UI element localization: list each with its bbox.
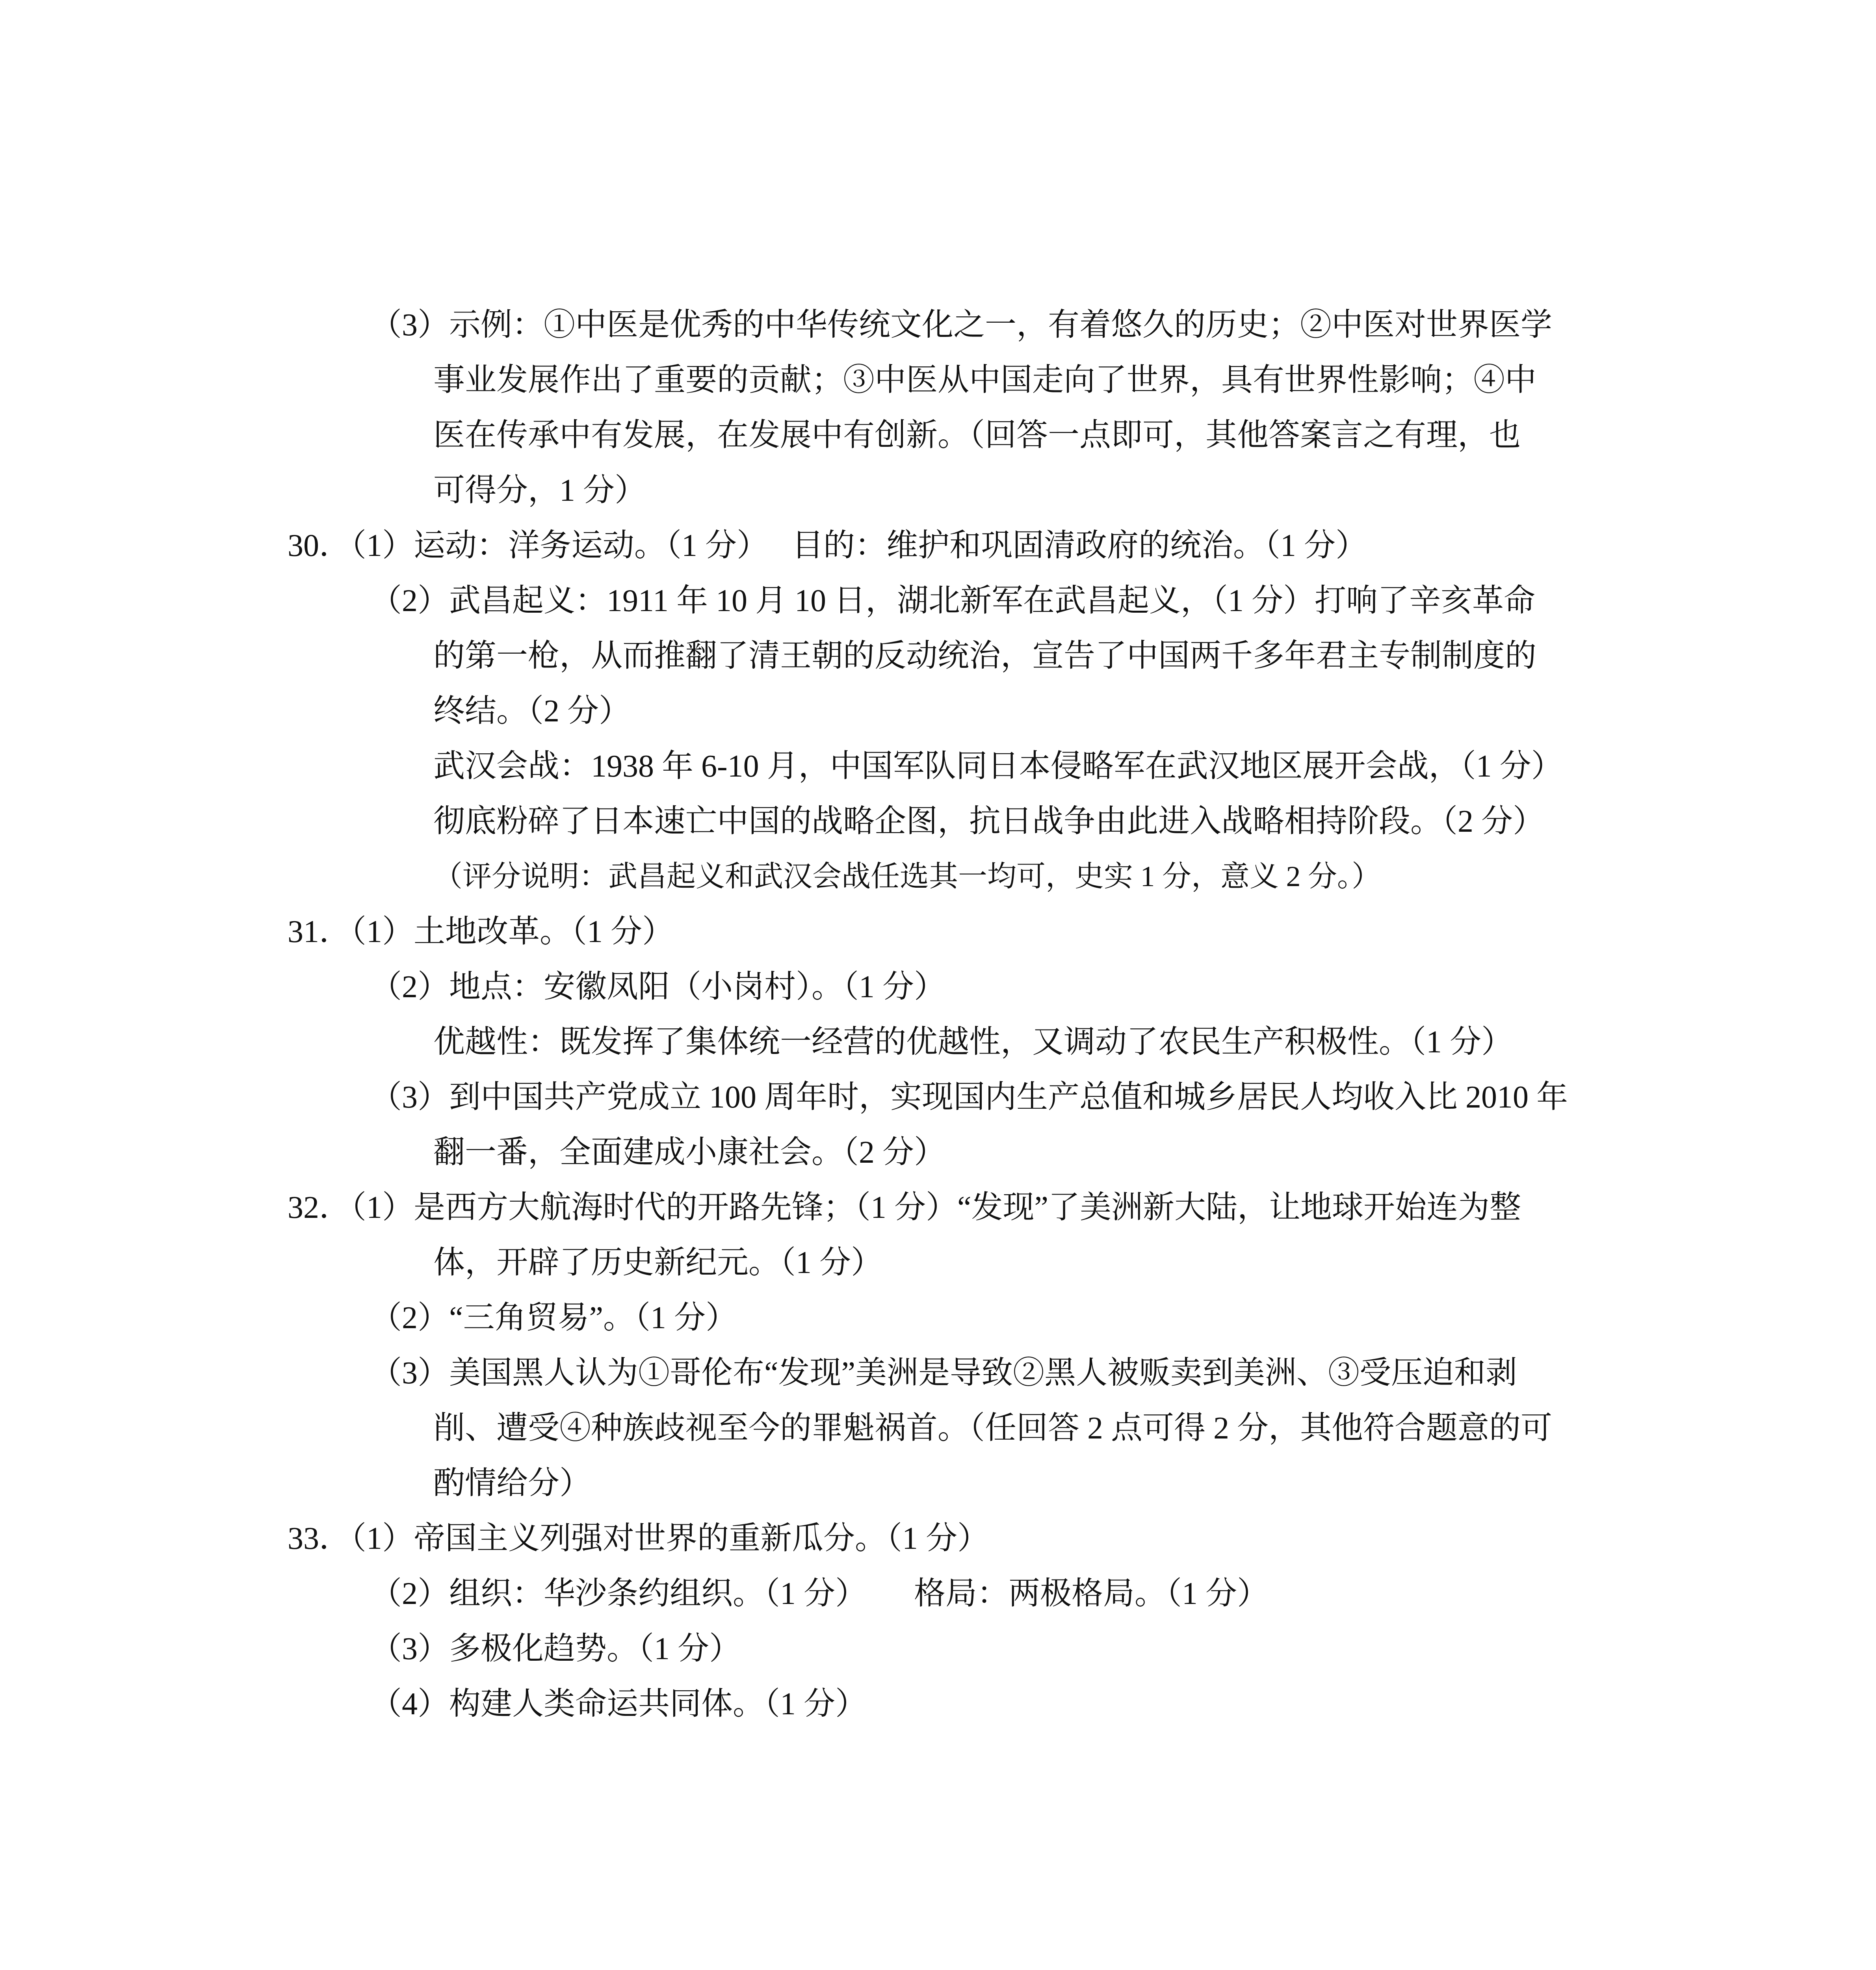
q33-line-1: 33．（1）帝国主义列强对世界的重新瓜分。（1 分） xyxy=(288,1521,989,1556)
q32-line-5: 削、遭受④种族歧视至今的罪魁祸首。（任回答 2 点可得 2 分，其他符合题意的可 xyxy=(433,1411,1552,1446)
q30-line-5: 武汉会战：1938 年 6-10 月，中国军队同日本侵略军在武汉地区展开会战，（1 分） xyxy=(433,749,1563,784)
q31-line-3: 优越性：既发挥了集体统一经营的优越性，又调动了农民生产积极性。（1 分） xyxy=(433,1025,1513,1059)
q33-line-2: （2）组织：华沙条约组织。（1 分） 格局：两极格局。（1 分） xyxy=(370,1576,1269,1611)
q29-line-4: 可得分，1 分） xyxy=(433,473,646,508)
q33-line-3: （3）多极化趋势。（1 分） xyxy=(370,1632,741,1666)
q31-line-5: 翻一番，全面建成小康社会。（2 分） xyxy=(433,1135,945,1170)
q30-line-6: 彻底粉碎了日本速亡中国的战略企图，抗日战争由此进入战略相持阶段。（2 分） xyxy=(433,804,1544,839)
q30-line-3: 的第一枪，从而推翻了清王朝的反动统治，宣告了中国两千多年君主专制制度的 xyxy=(433,639,1536,673)
q30-line-1: 30．（1）运动：洋务运动。（1 分） 目的：维护和巩固清政府的统治。（1 分） xyxy=(288,528,1367,563)
q30-line-2: （2）武昌起义：1911 年 10 月 10 日，湖北新军在武昌起义，（1 分）打响了辛亥革命 xyxy=(370,584,1536,618)
q30-scoring-note: （评分说明：武昌起义和武汉会战任选其一均可，史实 1 分，意义 2 分。） xyxy=(433,860,1381,893)
q31-line-2: （2）地点：安徽凤阳（小岗村）。（1 分） xyxy=(370,970,945,1004)
q32-line-1: 32．（1）是西方大航海时代的开路先锋；（1 分）“发现”了美洲新大陆，让地球开始连为整 xyxy=(288,1190,1521,1225)
q29-line-1: （3）示例：①中医是优秀的中华传统文化之一，有着悠久的历史；②中医对世界医学 xyxy=(370,308,1552,342)
q32-line-3: （2）“三角贸易”。（1 分） xyxy=(370,1301,737,1335)
q31-line-4: （3）到中国共产党成立 100 周年时，实现国内生产总值和城乡居民人均收入比 2010 年 xyxy=(370,1080,1568,1115)
q32-line-2: 体，开辟了历史新纪元。（1 分） xyxy=(433,1245,882,1280)
q33-line-4: （4）构建人类命运共同体。（1 分） xyxy=(370,1687,867,1721)
q32-line-4: （3）美国黑人认为①哥伦布“发现”美洲是导致②黑人被贩卖到美洲、③受压迫和剥 xyxy=(370,1356,1518,1390)
q29-line-3: 医在传承中有发展，在发展中有创新。（回答一点即可，其他答案言之有理，也 xyxy=(433,418,1521,453)
q29-line-2: 事业发展作出了重要的贡献；③中医从中国走向了世界，具有世界性影响；④中 xyxy=(433,363,1536,398)
q32-line-6: 酌情给分） xyxy=(433,1466,591,1501)
q31-line-1: 31．（1）土地改革。（1 分） xyxy=(288,914,674,949)
q30-line-4: 终结。（2 分） xyxy=(433,694,630,729)
